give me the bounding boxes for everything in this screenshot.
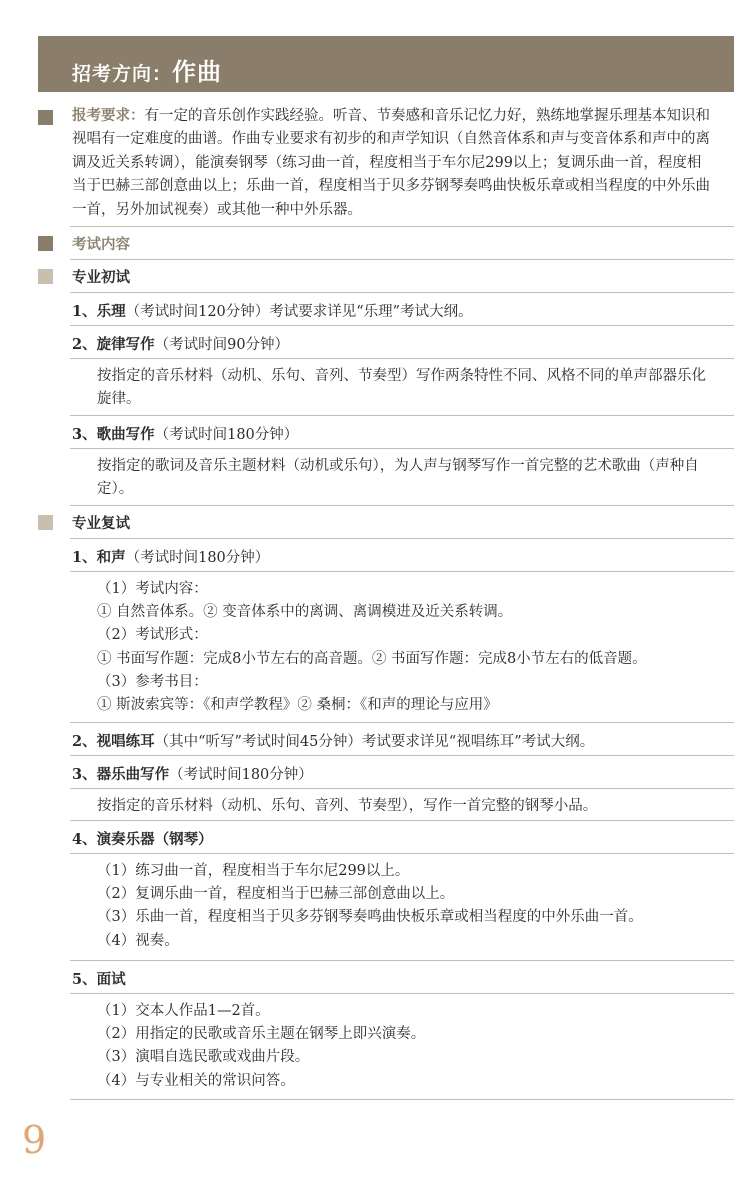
- list-item: （3）演唱自选民歌或戏曲片段。: [97, 1049, 310, 1066]
- bullet-square-icon: [38, 515, 53, 530]
- list-item: ① 斯波索宾等：《和声学教程》② 桑桐：《和声的理论与应用》: [97, 697, 498, 714]
- divider: [70, 292, 734, 293]
- list-item: （4）与专业相关的常识问答。: [97, 1072, 295, 1089]
- page-number: 9: [22, 1118, 47, 1162]
- list-item: （1）考试内容：: [97, 581, 208, 597]
- harmony-list: [97, 578, 647, 717]
- preliminary-item-1: [72, 300, 473, 321]
- preliminary-heading: 专业初试: [72, 269, 130, 286]
- list-item: （2）考试形式：: [97, 627, 208, 644]
- divider: [70, 1099, 734, 1100]
- section-header: [38, 36, 734, 92]
- item-body: 按指定的音乐材料（动机、乐句、音列、节奏型）写作两条特性不同、风格不同的单声部器乐化旋律。: [97, 368, 706, 408]
- divider: [70, 960, 734, 961]
- divider: [70, 853, 734, 854]
- retest-item-performance: [72, 828, 213, 849]
- header-label: 招考方向：: [72, 63, 173, 85]
- list-item: （1）交本人作品1—2首。: [97, 1003, 270, 1019]
- list-item: （4）视奏。: [97, 932, 179, 949]
- divider: [70, 755, 734, 756]
- item-title: 3、歌曲写作: [72, 426, 155, 443]
- list-item: ① 自然音体系。② 变音体系中的离调、离调模进及近关系转调。: [97, 604, 513, 621]
- requirements-text: 有一定的音乐创作实践经验。听音、节奏感和音乐记忆力好，熟练地掌握乐理基本知识和视唱有一定难度的曲谱。作曲专业要求有初步的和声学知识（自然音体系和声与变音体系和声中的离调及近关系转调），能演奏钢琴（练习曲一首，程度相当于车尔尼299以上；复调乐曲一首，程度相当于巴赫三部创意曲以上；乐曲一首，程度相当于贝多芬钢琴奏鸣曲快板乐章或相当程度的中外乐曲一首，另外加试视奏）或其他一种中外乐器。: [72, 108, 710, 218]
- bullet-square-icon: [38, 269, 53, 284]
- divider: [70, 448, 734, 449]
- item-title: 3、器乐曲写作: [72, 766, 170, 783]
- list-item: （1）练习曲一首，程度相当于车尔尼299以上。: [97, 863, 410, 879]
- bullet-square-icon: [38, 110, 53, 125]
- divider: [70, 325, 734, 326]
- item-body: 按指定的音乐材料（动机、乐句、音列、节奏型），写作一首完整的钢琴小品。: [97, 798, 598, 814]
- retest-item-harmony: [72, 546, 269, 567]
- item-title: 1、乐理: [72, 303, 126, 320]
- item-title: 2、旋律写作: [72, 336, 155, 353]
- divider: [70, 722, 734, 723]
- list-item: （3）参考书目：: [97, 673, 208, 690]
- requirements-label: 报考要求：: [72, 107, 145, 124]
- item-detail: （考试时间180分钟）: [125, 550, 270, 566]
- item-detail: （考试时间180分钟）: [169, 767, 313, 783]
- list-item: （2）用指定的民歌或音乐主题在钢琴上即兴演奏。: [97, 1026, 426, 1043]
- item-detail: （考试时间180分钟）: [154, 427, 299, 443]
- section-title: [72, 52, 222, 87]
- item-title: 2、视唱练耳: [72, 733, 155, 750]
- performance-list: [97, 860, 643, 953]
- list-item: ① 书面写作题：完成8小节左右的高音题。② 书面写作题：完成8小节左右的低音题。: [97, 650, 647, 667]
- retest-item-interview: [72, 968, 126, 989]
- item-title: 1、和声: [72, 549, 126, 566]
- divider: [70, 820, 734, 821]
- header-major: 作曲: [172, 57, 223, 86]
- divider: [70, 415, 734, 416]
- requirements-paragraph: [72, 104, 712, 222]
- item-body: 按指定的歌词及音乐主题材料（动机或乐句），为人声与钢琴写作一首完整的艺术歌曲（声种自定）。: [97, 458, 699, 498]
- divider: [70, 788, 734, 789]
- list-item: （3）乐曲一首，程度相当于贝多芬钢琴奏鸣曲快板乐章或相当程度的中外乐曲一首。: [97, 909, 643, 926]
- item-detail: （其中“听写”考试时间45分钟）考试要求详见“视唱练耳”考试大纲。: [154, 734, 595, 750]
- interview-list: [97, 1000, 425, 1093]
- divider: [70, 505, 734, 506]
- divider: [70, 358, 734, 359]
- divider: [70, 259, 734, 260]
- item-detail: （考试时间90分钟）: [154, 337, 290, 353]
- bullet-square-icon: [38, 236, 53, 251]
- preliminary-item-3: [72, 423, 298, 444]
- preliminary-item-2: [72, 333, 289, 354]
- retest-item-instrumental: [72, 763, 313, 784]
- item-title: 4、演奏乐器（钢琴）: [72, 831, 213, 848]
- retest-item-solfege: [72, 730, 594, 751]
- divider: [70, 538, 734, 539]
- exam-content-heading: 考试内容: [72, 236, 130, 253]
- retest-heading: 专业复试: [72, 515, 130, 532]
- item-detail: （考试时间120分钟）考试要求详见“乐理”考试大纲。: [125, 304, 473, 320]
- item-title: 5、面试: [72, 971, 126, 988]
- list-item: （2）复调乐曲一首，程度相当于巴赫三部创意曲以上。: [97, 886, 455, 903]
- divider: [70, 226, 734, 227]
- divider: [70, 571, 734, 572]
- divider: [70, 993, 734, 994]
